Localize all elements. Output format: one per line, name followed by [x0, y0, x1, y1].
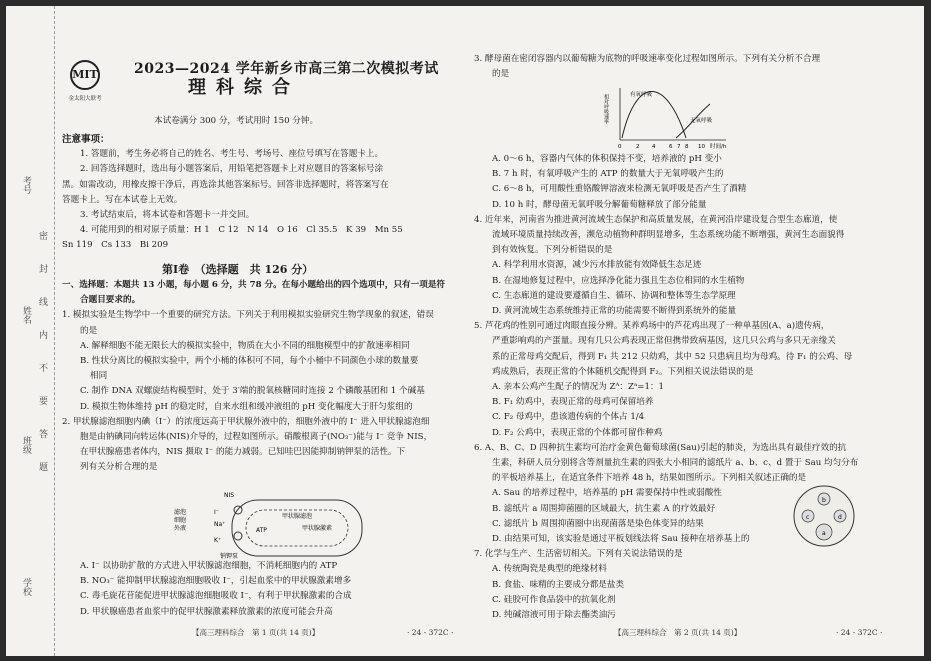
- x-tick: 6: [669, 144, 673, 150]
- binding-label-school: 学校: [21, 578, 31, 596]
- binding-mark: 不: [37, 363, 47, 372]
- q4-stem: 到有效恢复。下列分析错误的是: [492, 245, 613, 256]
- binding-mark: 密: [37, 231, 47, 240]
- q4-option-a: A. 科学利用水资源，减少污水排放能有效降低生态足迹: [492, 260, 702, 271]
- q3-stem: 的是: [492, 69, 510, 80]
- q2-stem: 列有关分析合理的是: [80, 462, 158, 473]
- binding-label-exam-id: 考号: [21, 176, 31, 194]
- petri-dish-diagram: [792, 484, 856, 548]
- q2-option-d: D. 甲状腺癌患者血浆中的促甲状腺激素释放激素的浓度可能会升高: [80, 606, 333, 617]
- chart-xlabel: 时间/h: [710, 144, 727, 150]
- q2-stem: 胞是由钠碘同向转运体(NIS)介导的，过程如图所示。硝酸根离子(NO₃⁻)能与 I⁻ 竞争 NIS，: [80, 432, 433, 443]
- disc-label: c: [806, 514, 810, 521]
- diagram-label: 甲状腺激素: [302, 525, 333, 532]
- exam-page: [6, 6, 924, 656]
- diagram-label: 外液: [174, 525, 187, 532]
- q5-option-a: A. 亲本公鸡产生配子的情况为 Zᴬ：Zᵃ=1：1: [492, 382, 665, 393]
- note-line: 答题卡上。写在本试卷上无效。: [62, 194, 183, 205]
- x-tick: 10: [698, 144, 705, 150]
- diagram-label: I⁻: [214, 509, 219, 516]
- note-line: 4. 可能用到的相对原子质量：H 1 C 12 N 14 O 16 Cl 35.5 K 39 Mn 55: [80, 225, 403, 236]
- footer-right-code: · 24 - 372C ·: [836, 628, 883, 637]
- q3-option-c: C. 6～8 h，可用酸性重铬酸钾溶液来检测无氧呼吸是否产生了酒精: [492, 184, 747, 195]
- binding-label-name: 姓名: [21, 306, 31, 324]
- q5-stem: 系的正常母鸡交配后，得到 F₁ 共 212 只幼鸡，其中 52 只患病且均为母鸡。待 F₁ 的公鸡、母: [492, 351, 853, 362]
- binding-mark: 题: [37, 462, 47, 471]
- note-line: 2. 回答选择题时，选出每小题答案后，用铅笔把答题卡上对应题目的答案标号涂: [80, 164, 384, 175]
- note-line: 1. 答题前，考生务必将自己的姓名、考生号、考场号、座位号填写在答题卡上。: [80, 149, 384, 160]
- q3-option-b: B. 7 h 时，有氧呼吸产生的 ATP 的数量大于无氧呼吸产生的: [492, 169, 724, 180]
- binding-mark: 内: [37, 330, 47, 339]
- questions-left: [62, 278, 460, 476]
- footer-left-code: · 24 - 372C ·: [407, 628, 454, 637]
- q6-option-a: A. Sau 的培养过程中，培养基的 pH 需要保持中性或弱酸性: [492, 488, 722, 499]
- x-tick: 8: [685, 144, 689, 150]
- disc-label: a: [822, 530, 826, 537]
- x-tick: 4: [652, 144, 656, 150]
- q3-option-d: D. 10 h 时，酵母菌无氧呼吸分解葡萄糖释放了部分能量: [492, 199, 707, 210]
- footer-left: 【高三理科综合 第 1 页(共 14 页)】: [192, 628, 320, 637]
- x-tick: 2: [636, 144, 640, 150]
- diagram-label: 滤泡: [174, 509, 187, 516]
- q3: [474, 52, 914, 82]
- follicle-outline: [232, 500, 362, 556]
- q2-option-b: B. NO₃⁻ 能抑制甲状腺滤泡细胞吸收 I⁻，引起血浆中的甲状腺激素增多: [80, 576, 352, 587]
- diagram-label: ATP: [256, 527, 267, 534]
- q4-option-c: C. 生态廊道的建设要遵循自生、循环、协调和整体等生态学原理: [492, 290, 736, 301]
- q7-option-c: C. 硅胶可作食品袋中的抗氧化剂: [492, 594, 616, 605]
- q4-stem: 流域环境质量持续改善，濒危动植物种群明显增多，生态系统功能不断增强，黄河生态面貌得: [492, 230, 845, 241]
- section-intro: 合题目要求的。: [80, 295, 141, 306]
- q1-option-c: C. 制作 DNA 双螺旋结构模型时，处于 3′端的脱氧核糖同时连接 2 个磷酸基团和 1 个碱基: [80, 386, 425, 397]
- exam-title: 2023—2024 学年新乡市高三第二次模拟考试: [134, 61, 439, 77]
- right-questions: [474, 152, 914, 623]
- q7-stem: 7. 化学与生产、生活密切相关。下列有关说法错误的是: [474, 549, 683, 560]
- note-line: 黑。如需改动，用橡皮擦干净后，再选涂其他答案标号。回答非选择题时，将答案写在: [62, 179, 389, 190]
- q2-option-c: C. 毒毛旋花苷能促进甲状腺滤泡细胞吸收 I⁻，有利于甲状腺激素的合成: [80, 591, 352, 602]
- q7-option-d: D. 纯碱溶液可用于除去酯类油污: [492, 610, 616, 621]
- respiration-chart: [603, 84, 746, 150]
- q2-stem: 在甲状腺癌患者体内，NIS 摄取 I⁻ 的能力减弱。已知哇巴因能抑制钠钾泵的活性。下: [80, 447, 406, 458]
- q1-option-b: 相同: [90, 371, 108, 382]
- q7-option-a: A. 传统陶瓷是典型的绝缘材料: [492, 564, 607, 575]
- q6-stem: 生素，科研人员分别将含等剂量抗生素的四张大小相同的滤纸片 a、b、c、d 置于 Sau 均匀分布: [492, 458, 859, 469]
- binding-mark: 要: [37, 396, 47, 405]
- q5-option-d: D. F₂ 公鸡中，表现正常的个体都可留作种鸡: [492, 427, 663, 438]
- q2-option-a: A. I⁻ 以协助扩散的方式进入甲状腺滤泡细胞，不消耗细胞内的 ATP: [80, 561, 338, 571]
- q4-option-b: B. 在湿地修复过程中，应选择净化能力强且生态位相同的水生植物: [492, 275, 745, 286]
- diagram-label: 细胞: [174, 517, 187, 524]
- binding-mark: 封: [37, 264, 47, 273]
- q6-option-c: C. 滤纸片 b 周围抑菌圈中出现菌落是染色体变异的结果: [492, 518, 704, 529]
- exam-meta: 本试卷满分 300 分，考试用时 150 分钟。: [154, 116, 319, 126]
- thyroid-diagram: [172, 488, 372, 560]
- diagram-label: 甲状腺滤泡: [282, 513, 313, 520]
- q6-stem: 的平板培养基上，在适宜条件下培养 48 h，结果如图所示。下列相关叙述正确的是: [492, 473, 807, 484]
- binding-label-class: 班级: [21, 436, 31, 454]
- diagram-label: Na⁺: [214, 521, 226, 528]
- q6-option-d: D. 由结果可知，该实验是通过平板划线法将 Sau 接种在培养基上的: [492, 534, 750, 545]
- subject-title: 理科综合: [188, 77, 300, 98]
- notes: [62, 132, 460, 254]
- note-line: 3. 考试结束后，将本试卷和答题卡一并交回。: [80, 210, 255, 221]
- q1-option-b: B. 性状分离比的模拟实验中，两个小桶的体积可不同，每个小桶中不同颜色小球的数量要: [80, 356, 419, 367]
- q2-stem: 2. 甲状腺滤泡细胞内碘（I⁻）的浓度远高于甲状腺外液中的，细胞外液中的 I⁻ 进入甲状腺滤泡细: [62, 416, 430, 427]
- q2-options: [62, 559, 460, 620]
- q1-stem: 的是: [80, 325, 98, 336]
- q4-option-d: D. 黄河流域生态系统维持正常的功能需要不断得到系统外的能量: [492, 306, 737, 317]
- q6-option-b: B. 滤纸片 a 周围抑菌圈的区域最大，抗生素 A 的疗效最好: [492, 503, 716, 514]
- q4-stem: 4. 近年来，河南省为推进黄河流域生态保护和高质量发展，在黄河沿岸建设复合型生态廊道，使: [474, 214, 838, 225]
- logo-text: 金太阳大联考: [68, 96, 102, 102]
- legend-anaerobic: 无氧呼吸: [690, 118, 713, 124]
- section-title: 第Ⅰ卷 （选择题 共 126 分）: [162, 263, 314, 276]
- section-intro: 一、选择题：本题共 13 小题，每小题 6 分，共 78 分。在每小题给出的四个选项中，只有一项是符: [62, 280, 446, 290]
- aerobic-curve: [622, 92, 686, 139]
- logo: [62, 60, 108, 107]
- q5-stem: 鸡成熟后，表现正常的个体随机交配得到 F₂。下列相关说法错误的是: [492, 366, 754, 377]
- note-line: Sn 119 Cs 133 Bi 209: [62, 240, 169, 251]
- binding-mark: 线: [37, 297, 47, 306]
- q3-stem: 3. 酵母菌在密闭容器内以葡萄糖为底物的呼吸速率变化过程如图所示。下列有关分析不合理: [474, 54, 821, 64]
- chart-ylabel: 相对呼吸速率: [603, 94, 609, 124]
- disc-label: b: [822, 497, 826, 504]
- logo-emblem-icon: MIT: [70, 60, 100, 90]
- x-tick: 0: [618, 144, 622, 150]
- q5-option-c: C. F₂ 母鸡中，患该遗传病的个体占 1/4: [492, 412, 645, 423]
- footer-right: 【高三理科综合 第 2 页(共 14 页)】: [614, 628, 742, 637]
- diagram-label: K⁺: [214, 537, 222, 544]
- q5-stem: 5. 芦花鸡的性别可通过肉眼直接分辨。某养鸡场中的芦花鸡出现了一种单基因(A、a)遗传病，: [474, 321, 830, 332]
- notes-title: 注意事项：: [62, 134, 110, 145]
- binding-mark: 答: [37, 429, 47, 438]
- q1-option-d: D. 模拟生物体维持 pH 的稳定时，自来水组和缓冲液组的 pH 变化幅度大于肝匀浆组的: [80, 401, 413, 412]
- q3-option-a: A. 0～6 h，容器内气体的体积保持不变，培养液的 pH 变小: [492, 154, 722, 164]
- q7-option-b: B. 食盐、味精的主要成分都是盐类: [492, 579, 625, 590]
- q1-option-a: A. 解释细胞不能无限长大的模拟实验中，物质在大小不同的细胞模型中的扩散速率相同: [80, 340, 410, 351]
- diagram-label: 钠钾泵: [220, 553, 239, 560]
- disc-label: d: [838, 514, 842, 521]
- pump-icon: [234, 532, 242, 540]
- q5-stem: 严重影响鸡的产蛋量。现有几只公鸡表现正常但携带致病基因，这几只公鸡与多只无亲缘关: [492, 336, 836, 347]
- q5-option-b: B. F₁ 幼鸡中，表现正常的母鸡可保留培养: [492, 397, 654, 408]
- x-tick: 7: [677, 144, 681, 150]
- q6-stem: 6. A、B、C、D 四种抗生素均可治疗金黄色葡萄球菌(Sau)引起的肺炎，为选出具有最佳疗效的抗: [474, 442, 847, 453]
- q1-stem: 1. 模拟实验是生物学中一个重要的研究方法。下列关于利用模拟实验研究生物学现象的叙述，错误: [62, 310, 434, 321]
- binding-margin: [6, 6, 55, 656]
- diagram-label: NIS: [224, 492, 235, 499]
- legend-aerobic: 有氧呼吸: [630, 92, 653, 98]
